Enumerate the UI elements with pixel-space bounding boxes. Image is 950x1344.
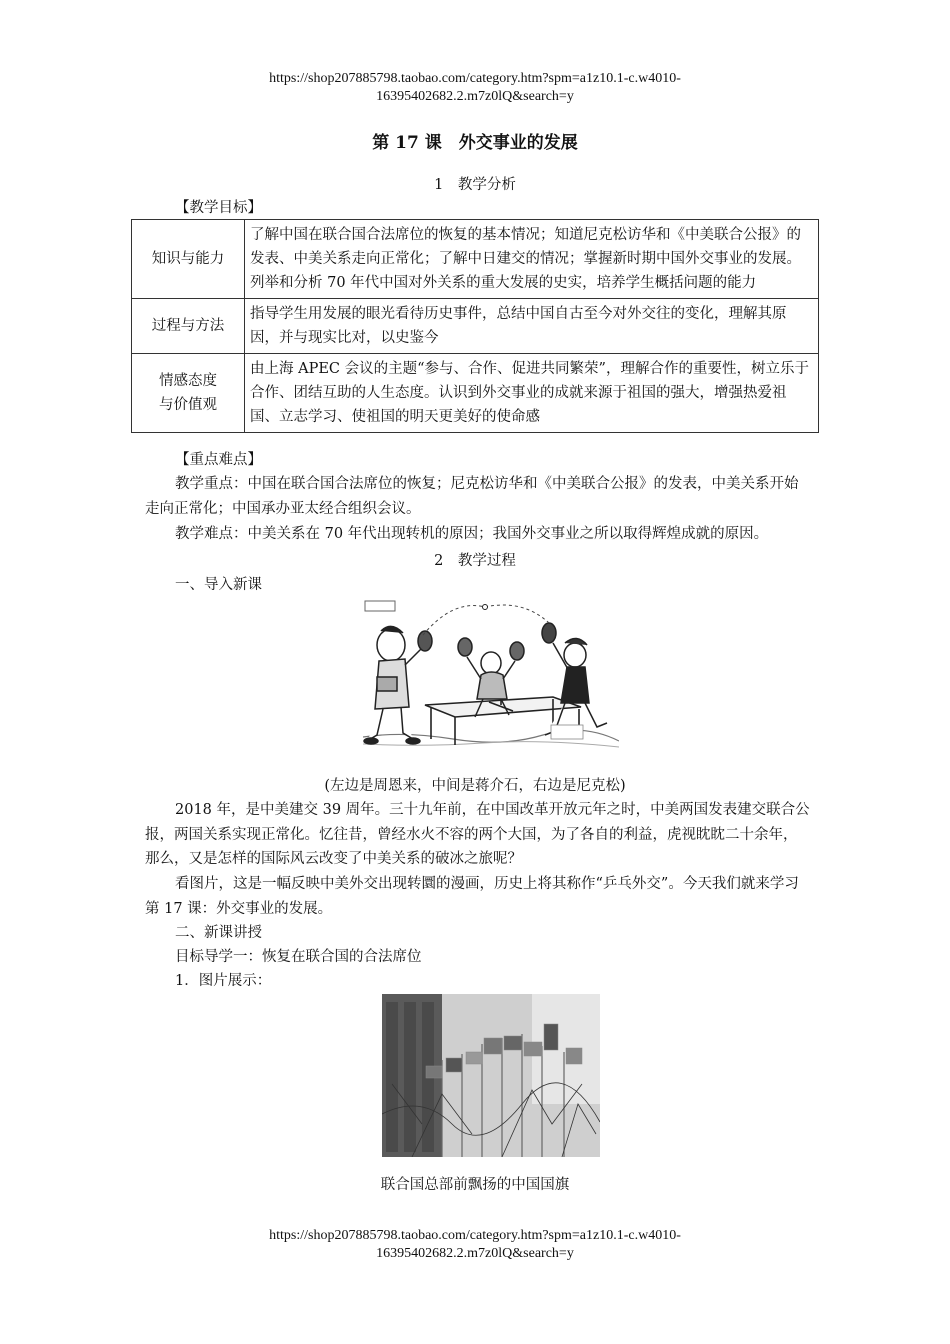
goal-head-values-line-1: 情感态度 xyxy=(159,373,217,389)
header-url-line-2[interactable]: 16395402682.2.m7z0lQ&search=y xyxy=(376,89,574,104)
section-heading-process: 2 教学过程 xyxy=(434,553,516,569)
goal-head-values-line-2: 与价值观 xyxy=(159,397,217,413)
intro-paragraph-2: 看图片，这是一幅反映中美外交出现转圜的漫画，历史上将其称作“乒乓外交”。今天我们就来学习第 17 课：外交事业的发展。 xyxy=(145,876,799,917)
header-url[interactable] xyxy=(150,70,800,106)
goal-text-process: 指导学生用发展的眼光看待历史事件，总结中国自古至今对外交往的变化，理解其原因，并与现实比对，以史鉴今 xyxy=(245,299,819,354)
goal-row-knowledge xyxy=(132,220,819,299)
intro-paragraph-1: 2018 年，是中美建交 39 周年。三十九年前，在中国改革开放元年之时，中美两国发表建交联合公报，两国关系实现正常化。忆往昔，曾经水火不容的两个大国，为了各自的利益，虎视眈眈二十余年，那么，又是怎样的国际风云改变了中美关系的破冰之旅呢？ xyxy=(145,802,810,867)
cartoon-caption: (左边是周恩来，中间是蒋介石，右边是尼克松) xyxy=(324,778,626,794)
footer-url-line-1[interactable]: https://shop207885798.taobao.com/category.htm?spm=a1z10.1-c.w4010- xyxy=(269,1228,681,1243)
goal-row-values xyxy=(132,354,819,433)
section-heading-analysis: 1 教学分析 xyxy=(434,177,516,193)
key-label: 【重点难点】 xyxy=(175,452,262,468)
goal-row-process xyxy=(132,299,819,354)
goal-head-values xyxy=(132,354,245,433)
photo-caption: 联合国总部前飘扬的中国国旗 xyxy=(380,1177,570,1193)
goal-head-process: 过程与方法 xyxy=(132,299,245,354)
goal-head-knowledge: 知识与能力 xyxy=(132,220,245,299)
ping-pong-diplomacy-cartoon xyxy=(363,599,619,751)
goals-label: 【教学目标】 xyxy=(175,200,262,216)
teaching-goals-table xyxy=(131,219,819,433)
item-one-label: 1．图片展示： xyxy=(175,973,272,989)
goal-text-values: 由上海 APEC 会议的主题“参与、合作、促进共同繁荣”，理解合作的重要性，树立乐于合作、团结互助的人生态度。认识到外交事业的成就来源于祖国的强大，增强热爱祖国、立志学习、使祖国的明天更美好的使命感 xyxy=(245,354,819,433)
header-url-line-1[interactable]: https://shop207885798.taobao.com/category.htm?spm=a1z10.1-c.w4010- xyxy=(269,71,681,86)
lesson-title: 第 17 课 外交事业的发展 xyxy=(372,133,578,153)
goal-text-knowledge: 了解中国在联合国合法席位的恢复的基本情况；知道尼克松访华和《中美联合公报》的发表、中美关系走向正常化；了解中日建交的情况；掌握新时期中国外交事业的发展。列举和分析 70 年代中国对外关系的重大发展的史实，培养学生概括问题的能力 xyxy=(245,220,819,299)
target-one-heading: 目标导学一：恢复在联合国的合法席位 xyxy=(175,949,422,965)
part-two-heading: 二、新课讲授 xyxy=(175,925,262,941)
part-one-heading: 一、导入新课 xyxy=(175,577,262,593)
difficulty-paragraph: 教学难点：中美关系在 70 年代出现转机的原因；我国外交事业之所以取得辉煌成就的原因。 xyxy=(175,526,769,542)
key-point-paragraph: 教学重点：中国在联合国合法席位的恢复；尼克松访华和《中美联合公报》的发表，中美关系开始走向正常化；中国承办亚太经合组织会议。 xyxy=(145,476,799,517)
footer-url-line-2[interactable]: 16395402682.2.m7z0lQ&search=y xyxy=(376,1246,574,1261)
footer-url[interactable] xyxy=(150,1227,800,1263)
un-flags-photo xyxy=(382,994,600,1157)
